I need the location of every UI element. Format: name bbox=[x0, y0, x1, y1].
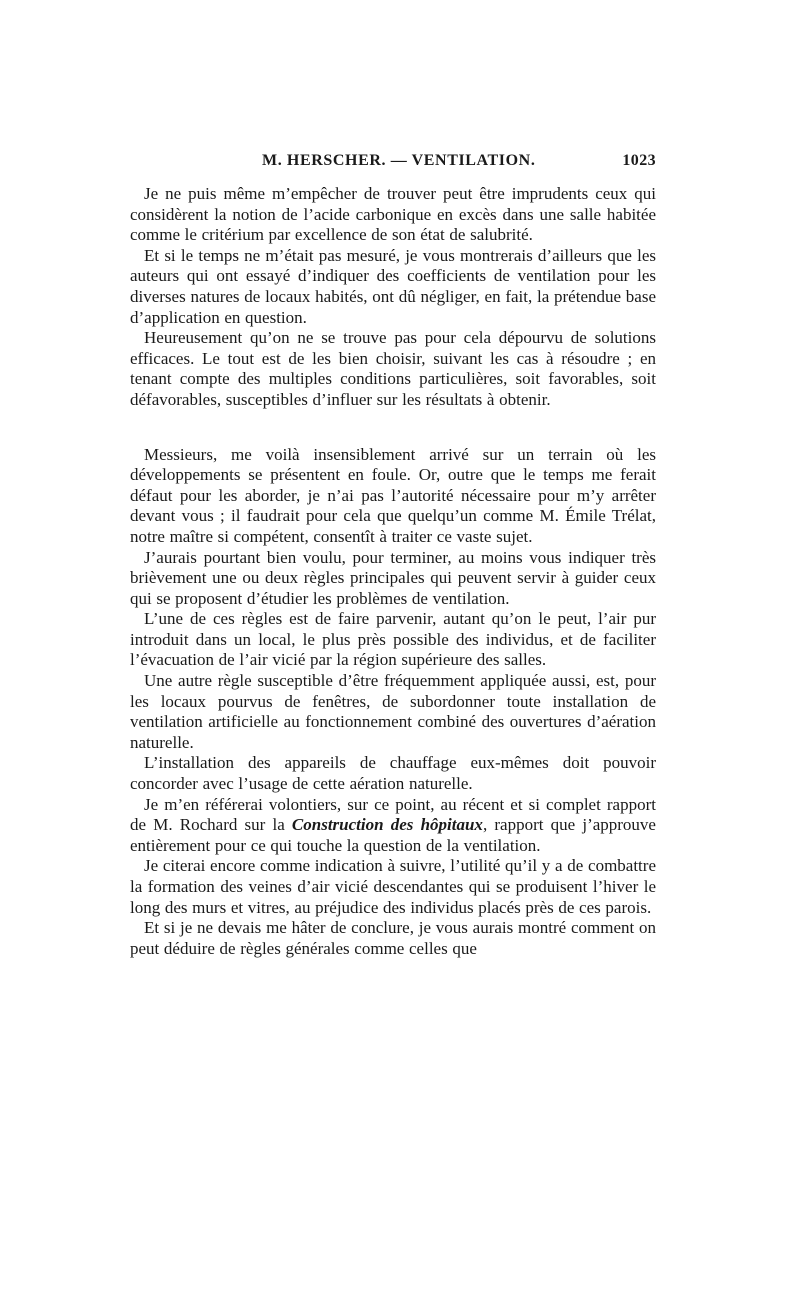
paragraph-ventilation-coefficients: Et si le temps ne m’était pas mesuré, je vous montrerais d’ailleurs que les auteurs qui ont essayé d’indiquer des coefficients de ventilation pour les diverses natures de locaux habités, ont dû négliger, en fait, la prétendue base d’application en question. bbox=[130, 245, 656, 327]
paragraph-rochard-report bbox=[130, 795, 656, 857]
running-head bbox=[130, 150, 656, 176]
paragraph-messieurs: Messieurs, me voilà insensiblement arrivé sur un terrain où les développements se présentent en foule. Or, outre que le temps me ferait défaut pour les aborder, je n’ai pas l’autorité nécessaire pour m’y arrêter devant vous ; il faudrait pour cela que quelqu’un comme M. Émile Trélat, notre maître si compétent, consentît à traiter ce vaste sujet. bbox=[130, 444, 656, 546]
paragraph-descending-air: Je citerai encore comme indication à suivre, l’utilité qu’il y a de combattre la formation des veines d’air vicié descendantes qui se produisent l’hiver le long des murs et vitres, au préjudice des individus placés près de ces parois. bbox=[130, 856, 656, 917]
paragraph-co2-criterion: Je ne puis même m’empêcher de trouver peut être imprudents ceux qui considèrent la notion de l’acide carbonique en excès dans une salle habitée comme le critérium par excellence de son état de salubrité. bbox=[130, 184, 656, 245]
section-before-break bbox=[130, 184, 656, 411]
paragraph-efficient-solutions: Heureusement qu’on ne se trouve pas pour cela dépourvu de solutions efficaces. Le tout est de les bien choisir, suivant les cas à résoudre ; en tenant compte des multiples conditions particulières, soit favorables, soit défavorables, susceptibles d’influer sur les résultats à obtenir. bbox=[130, 328, 656, 409]
rochard-text-before: Je m’en référerai volontiers, sur ce point, au récent et si complet rapport de M. Rochard sur la bbox=[130, 794, 656, 835]
paragraph-conclusion: Et si je ne devais me hâter de conclure, je vous aurais montré comment on peut déduire de règles générales comme celles que bbox=[130, 918, 656, 958]
section-break bbox=[130, 411, 656, 445]
paragraph-heating-appliances: L’installation des appareils de chauffage eux-mêmes doit pouvoir concorder avec l’usage de cette aération naturelle. bbox=[130, 753, 656, 794]
section-after-break bbox=[130, 445, 656, 960]
rochard-text-after: , rapport que j’approuve entièrement pour ce qui touche la question de la ventilation. bbox=[130, 815, 656, 855]
running-title: M. HERSCHER. — VENTILATION. bbox=[262, 152, 536, 169]
paragraph-principal-rules: J’aurais pourtant bien voulu, pour terminer, au moins vous indiquer très brièvement une ou deux règles principales qui peuvent servir à guider ceux qui se proposent d’étudier les problèmes de ventilation. bbox=[130, 547, 656, 608]
page-body bbox=[130, 150, 656, 959]
paragraph-second-rule: Une autre règle susceptible d’être fréquemment appliquée aussi, est, pour les locaux pourvus de fenêtres, de subordonner toute installation de ventilation artificielle au fonctionnement combiné des ouvertures d’aération naturelle. bbox=[130, 671, 656, 752]
work-title-construction-hopitaux: Construction des hôpitaux bbox=[291, 815, 483, 835]
paragraph-first-rule: L’une de ces règles est de faire parvenir, autant qu’on le peut, l’air pur introduit dans un local, le plus près possible des individus, et de faciliter l’évacuation de l’air vicié par la région supérieure des salles. bbox=[130, 609, 656, 670]
page-number: 1023 bbox=[622, 152, 656, 169]
